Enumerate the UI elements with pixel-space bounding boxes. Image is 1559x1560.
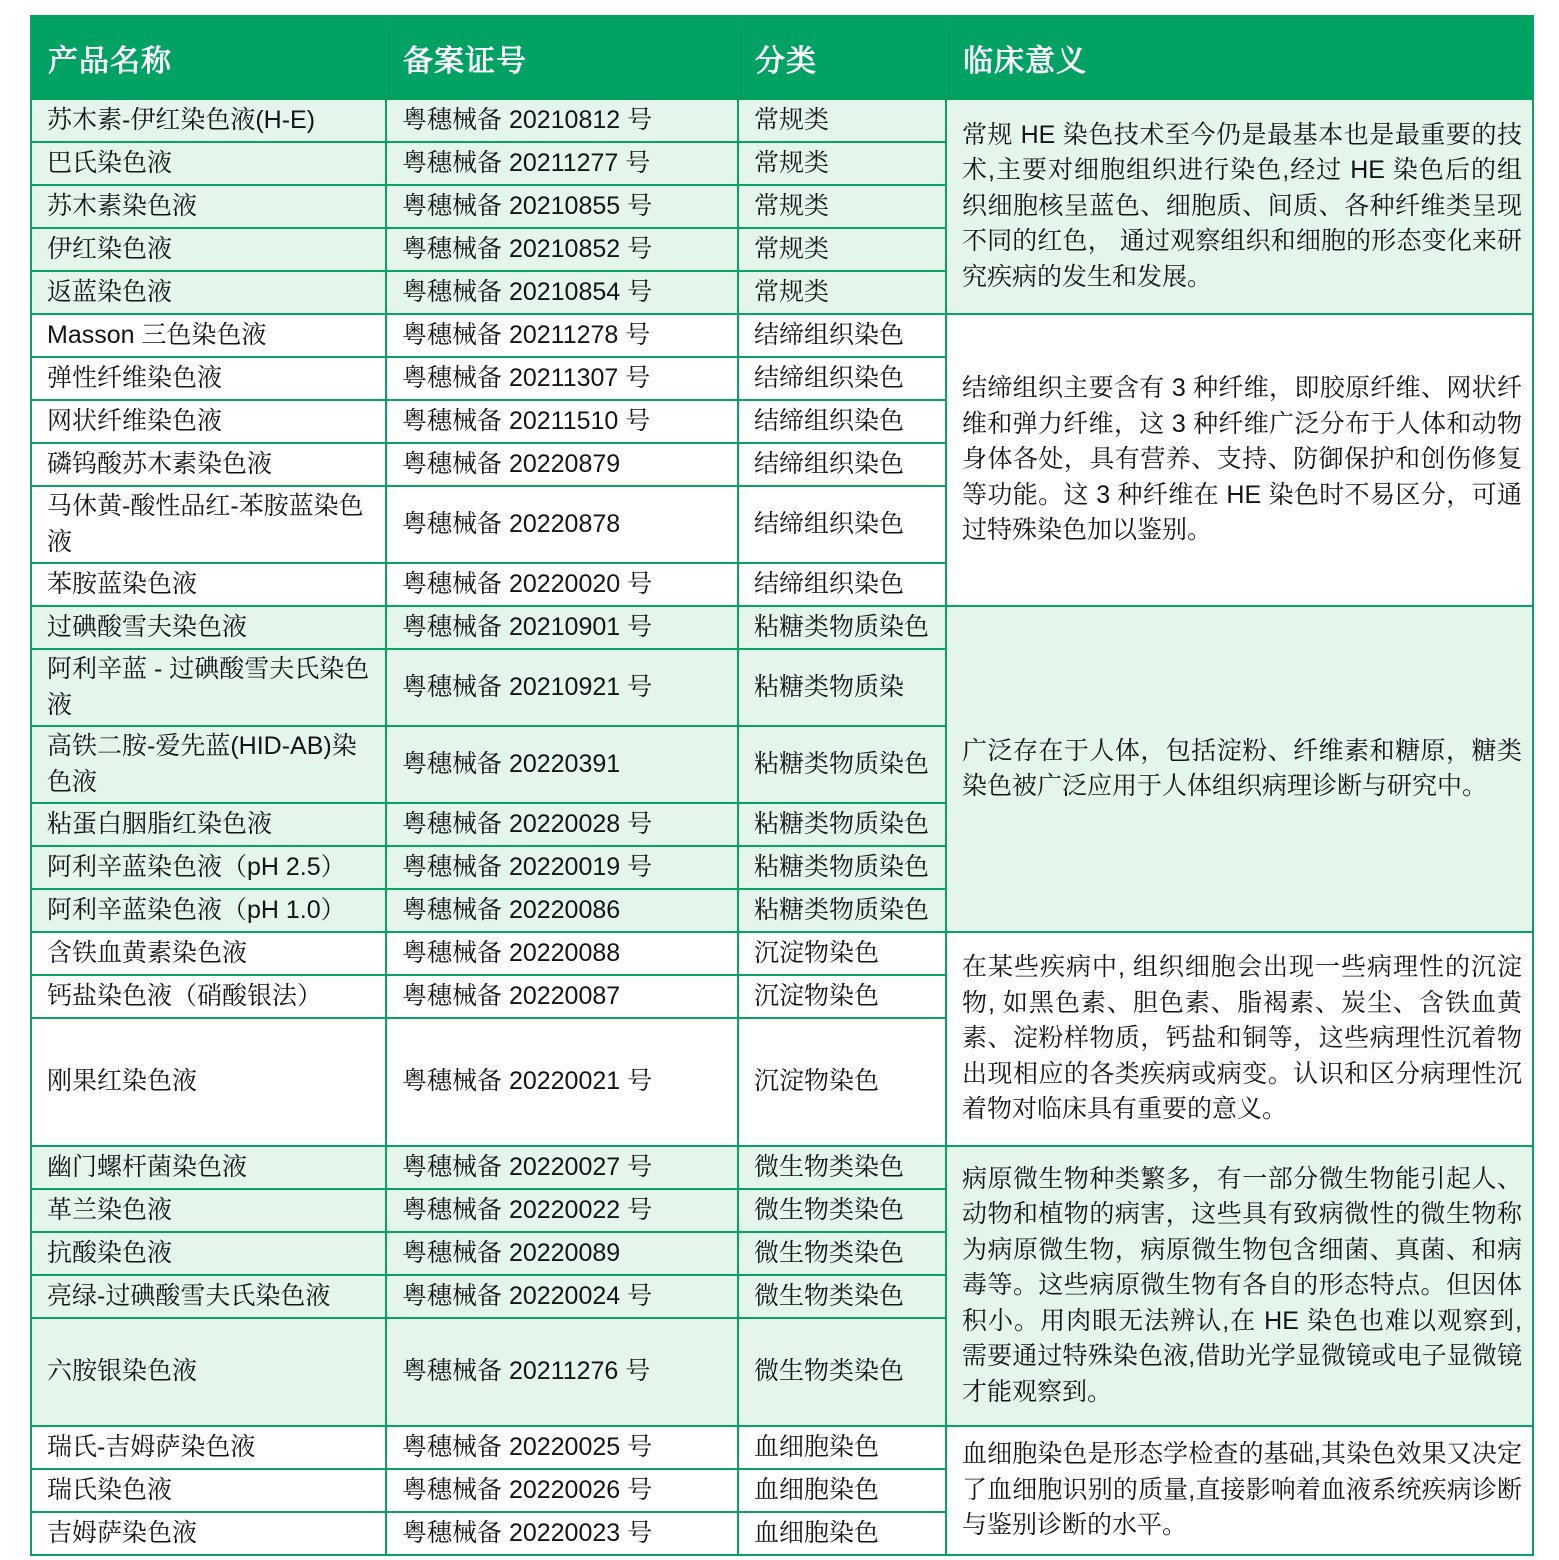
category-cell: 粘糖类物质染色 <box>738 726 946 803</box>
cert-number-cell: 粤穗械备 20220022 号 <box>386 1189 738 1232</box>
cert-number-cell: 粤穗械备 20220028 号 <box>386 803 738 846</box>
product-name-cell: 钙盐染色液（硝酸银法） <box>31 975 386 1018</box>
category-cell: 微生物类染色 <box>738 1189 946 1232</box>
product-name-cell: 苏木素染色液 <box>31 185 386 228</box>
product-name-cell: 革兰染色液 <box>31 1189 386 1232</box>
table-row <box>31 932 1533 975</box>
cert-number-cell: 粤穗械备 20220089 <box>386 1232 738 1275</box>
clinical-significance-cell: 病原微生物种类繁多，有一部分微生物能引起人、动物和植物的病害，这些具有致病微性的微生物称为病原微生物，病原微生物包含细菌、真菌、和病毒等。这些病原微生物有各自的形态特点。但因体积小。用肉眼无法辨认,在 HE 染色也难以观察到,需要通过特殊染色液,借助光学显微镜或电子显微镜才能观察到。 <box>946 1146 1533 1426</box>
category-cell: 血细胞染色 <box>738 1426 946 1469</box>
product-name-cell: 瑞氏-吉姆萨染色液 <box>31 1426 386 1469</box>
cert-number-cell: 粤穗械备 20210854 号 <box>386 271 738 314</box>
cert-number-cell: 粤穗械备 20211278 号 <box>386 314 738 357</box>
cert-number-cell: 粤穗械备 20211277 号 <box>386 142 738 185</box>
cert-number-cell: 粤穗械备 20220020 号 <box>386 563 738 606</box>
header-row <box>31 16 1533 99</box>
category-cell: 结缔组织染色 <box>738 314 946 357</box>
cert-number-cell: 粤穗械备 20210901 号 <box>386 606 738 649</box>
product-name-cell: 六胺银染色液 <box>31 1318 386 1426</box>
table-row <box>31 99 1533 142</box>
product-name-cell: 阿利辛蓝染色液（pH 2.5） <box>31 846 386 889</box>
cert-number-cell: 粤穗械备 20220086 <box>386 889 738 932</box>
category-cell: 沉淀物染色 <box>738 932 946 975</box>
cert-number-cell: 粤穗械备 20220025 号 <box>386 1426 738 1469</box>
product-name-cell: 磷钨酸苏木素染色液 <box>31 443 386 486</box>
product-name-cell: 返蓝染色液 <box>31 271 386 314</box>
table-body <box>31 99 1533 1555</box>
category-cell: 微生物类染色 <box>738 1318 946 1426</box>
table-header <box>31 16 1533 99</box>
column-header-cert-number: 备案证号 <box>386 16 738 99</box>
category-cell: 血细胞染色 <box>738 1469 946 1512</box>
cert-number-cell: 粤穗械备 20220021 号 <box>386 1018 738 1146</box>
cert-number-cell: 粤穗械备 20220019 号 <box>386 846 738 889</box>
cert-number-cell: 粤穗械备 20220087 <box>386 975 738 1018</box>
category-cell: 微生物类染色 <box>738 1275 946 1318</box>
cert-number-cell: 粤穗械备 20220391 <box>386 726 738 803</box>
cert-number-cell: 粤穗械备 20210812 号 <box>386 99 738 142</box>
cert-number-cell: 粤穗械备 20211510 号 <box>386 400 738 443</box>
clinical-significance-cell: 广泛存在于人体，包括淀粉、纤维素和糖原，糖类染色被广泛应用于人体组织病理诊断与研究中。 <box>946 606 1533 932</box>
clinical-significance-cell: 常规 HE 染色技术至今仍是最基本也是最重要的技术,主要对细胞组织进行染色,经过 HE 染色后的组织细胞核呈蓝色、细胞质、间质、各种纤维类呈现不同的红色， 通过观察组织和细胞的形态变化来研究疾病的发生和发展。 <box>946 99 1533 314</box>
clinical-significance-cell: 在某些疾病中, 组织细胞会出现一些病理性的沉淀物, 如黑色素、胆色素、脂褐素、炭尘、含铁血黄素、淀粉样物质，钙盐和铜等，这些病理性沉着物出现相应的各类疾病或病变。认识和区分病理性沉着物对临床具有重要的意义。 <box>946 932 1533 1146</box>
category-cell: 结缔组织染色 <box>738 400 946 443</box>
table-row <box>31 314 1533 357</box>
table-row <box>31 1146 1533 1189</box>
product-name-cell: 苯胺蓝染色液 <box>31 563 386 606</box>
category-cell: 常规类 <box>738 185 946 228</box>
category-cell: 结缔组织染色 <box>738 357 946 400</box>
products-table-container <box>30 15 1532 1556</box>
category-cell: 结缔组织染色 <box>738 486 946 563</box>
category-cell: 粘糖类物质染色 <box>738 803 946 846</box>
product-name-cell: 幽门螺杆菌染色液 <box>31 1146 386 1189</box>
product-name-cell: 苏木素-伊红染色液(H-E) <box>31 99 386 142</box>
category-cell: 常规类 <box>738 271 946 314</box>
product-name-cell: 吉姆萨染色液 <box>31 1512 386 1555</box>
category-cell: 血细胞染色 <box>738 1512 946 1555</box>
cert-number-cell: 粤穗械备 20210852 号 <box>386 228 738 271</box>
column-header-product-name: 产品名称 <box>31 16 386 99</box>
column-header-clinical-significance: 临床意义 <box>946 16 1533 99</box>
clinical-significance-cell: 血细胞染色是形态学检查的基础,其染色效果又决定了血细胞识别的质量,直接影响着血液系统疾病诊断与鉴别诊断的水平。 <box>946 1426 1533 1555</box>
product-name-cell: 亮绿-过碘酸雪夫氏染色液 <box>31 1275 386 1318</box>
cert-number-cell: 粤穗械备 20220878 <box>386 486 738 563</box>
category-cell: 微生物类染色 <box>738 1146 946 1189</box>
product-name-cell: 伊红染色液 <box>31 228 386 271</box>
category-cell: 常规类 <box>738 142 946 185</box>
clinical-significance-cell: 结缔组织主要含有 3 种纤维，即胶原纤维、网状纤维和弹力纤维，这 3 种纤维广泛分布于人体和动物身体各处，具有营养、支持、防御保护和创伤修复等功能。这 3 种纤维在 HE 染色时不易区分，可通过特殊染色加以鉴别。 <box>946 314 1533 606</box>
product-name-cell: 过碘酸雪夫染色液 <box>31 606 386 649</box>
product-name-cell: 瑞氏染色液 <box>31 1469 386 1512</box>
cert-number-cell: 粤穗械备 20220026 号 <box>386 1469 738 1512</box>
category-cell: 结缔组织染色 <box>738 443 946 486</box>
product-name-cell: 阿利辛蓝染色液（pH 1.0） <box>31 889 386 932</box>
category-cell: 微生物类染色 <box>738 1232 946 1275</box>
category-cell: 粘糖类物质染色 <box>738 846 946 889</box>
cert-number-cell: 粤穗械备 20220024 号 <box>386 1275 738 1318</box>
product-name-cell: 含铁血黄素染色液 <box>31 932 386 975</box>
cert-number-cell: 粤穗械备 20211276 号 <box>386 1318 738 1426</box>
category-cell: 粘糖类物质染 <box>738 649 946 726</box>
product-name-cell: 网状纤维染色液 <box>31 400 386 443</box>
product-name-cell: Masson 三色染色液 <box>31 314 386 357</box>
product-name-cell: 刚果红染色液 <box>31 1018 386 1146</box>
product-name-cell: 粘蛋白胭脂红染色液 <box>31 803 386 846</box>
cert-number-cell: 粤穗械备 20211307 号 <box>386 357 738 400</box>
category-cell: 沉淀物染色 <box>738 1018 946 1146</box>
table-row <box>31 606 1533 649</box>
category-cell: 沉淀物染色 <box>738 975 946 1018</box>
table-row <box>31 1426 1533 1469</box>
category-cell: 粘糖类物质染色 <box>738 606 946 649</box>
category-cell: 粘糖类物质染色 <box>738 889 946 932</box>
cert-number-cell: 粤穗械备 20210855 号 <box>386 185 738 228</box>
column-header-category: 分类 <box>738 16 946 99</box>
product-name-cell: 抗酸染色液 <box>31 1232 386 1275</box>
category-cell: 常规类 <box>738 228 946 271</box>
category-cell: 常规类 <box>738 99 946 142</box>
category-cell: 结缔组织染色 <box>738 563 946 606</box>
products-table <box>30 15 1534 1556</box>
cert-number-cell: 粤穗械备 20220027 号 <box>386 1146 738 1189</box>
product-name-cell: 巴氏染色液 <box>31 142 386 185</box>
product-name-cell: 阿利辛蓝 - 过碘酸雪夫氏染色液 <box>31 649 386 726</box>
cert-number-cell: 粤穗械备 20210921 号 <box>386 649 738 726</box>
product-name-cell: 马休黄-酸性品红-苯胺蓝染色液 <box>31 486 386 563</box>
product-name-cell: 弹性纤维染色液 <box>31 357 386 400</box>
product-name-cell: 高铁二胺-爱先蓝(HID-AB)染色液 <box>31 726 386 803</box>
cert-number-cell: 粤穗械备 20220088 <box>386 932 738 975</box>
cert-number-cell: 粤穗械备 20220879 <box>386 443 738 486</box>
cert-number-cell: 粤穗械备 20220023 号 <box>386 1512 738 1555</box>
